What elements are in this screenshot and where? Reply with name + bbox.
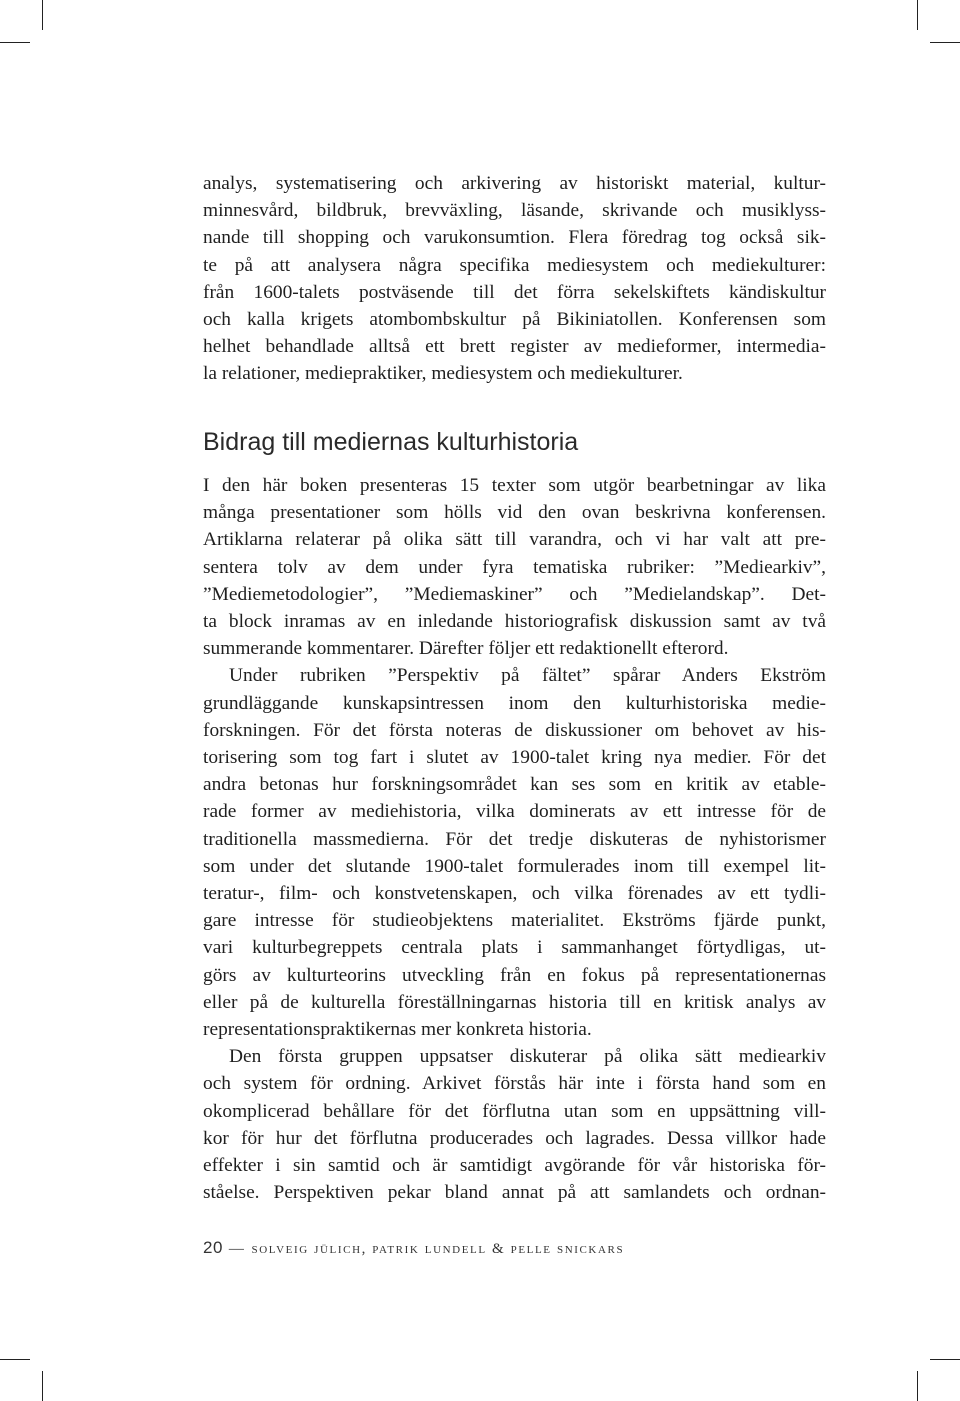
text-line: eller på de kulturella föreställningarnas historia till en kritisk analys av: [203, 991, 826, 1013]
text-line: rade former av mediehistoria, vilka dominerats av ett intresse för de: [203, 801, 826, 823]
text-line: summerande kommentarer. Därefter följer ett redaktionellt efterord.: [203, 638, 729, 660]
text-line: okomplicerad behållare för det förflutna utan som en uppsättning vill-: [203, 1100, 826, 1122]
text-line: traditionella massmedierna. För det tredje diskuteras de nyhistorismer: [203, 828, 826, 850]
paragraph-perspective: [203, 662, 826, 1043]
text-line: och kalla krigets atombombskultur på Bikiniatollen. Konferensen som: [203, 309, 826, 331]
section-heading: Bidrag till mediernas kulturhistoria: [203, 428, 579, 456]
text-line: effekter i sin samtid och är samtidigt avgörande för vår historiska för-: [203, 1155, 826, 1177]
text-line: te på att analysera några specifika mediesystem och mediekulturer:: [203, 254, 826, 276]
page-number: 20: [203, 1238, 223, 1257]
text-line: minnesvård, bildbruk, brevväxling, läsande, skrivande och musiklyss-: [203, 200, 826, 222]
body-text: [203, 472, 826, 1206]
text-line: representationspraktikernas mer konkreta historia.: [203, 1019, 592, 1041]
text-line: helhet behandlade alltså ett brett register av medieformer, intermedia-: [203, 336, 826, 358]
text-line: Artiklarna relaterar på olika sätt till varandra, och vi har valt att pre-: [203, 529, 826, 551]
text-line: ta block inramas av en inledande historiografisk diskussion samt av två: [203, 611, 826, 633]
footer-authors: solveig jülich, patrik lundell & pelle snickars: [251, 1241, 625, 1257]
running-footer: [203, 1238, 624, 1258]
crop-mark-bottom-right: [917, 1371, 918, 1401]
text-line: många presentationer som hölls vid den ovan beskrivna konferensen.: [203, 502, 826, 524]
paragraph-intro: [203, 170, 826, 388]
crop-mark-bottom-right-h: [930, 1359, 960, 1360]
text-line: ståelse. Perspektiven pekar bland annat på att samlandets och ordnan-: [203, 1182, 826, 1204]
text-line: som under det slutande 1900-talet formulerades inom till exempel lit-: [203, 855, 826, 877]
text-line: görs av kulturteorins utveckling från en fokus på representationernas: [203, 964, 826, 986]
paragraph-book-overview: [203, 472, 826, 662]
text-line: kor för hur det förflutna producerades och lagrades. Dessa villkor hade: [203, 1127, 826, 1149]
text-line: från 1600-talets postväsende till det förra sekelskiftets kändiskultur: [203, 281, 826, 303]
text-line: andra betonas hur forskningsområdet kan ses som en kritik av etable-: [203, 774, 826, 796]
crop-mark-top-right: [917, 0, 918, 30]
text-line: sentera tolv av dem under fyra tematiska rubriker: ”Mediearkiv”,: [203, 556, 826, 578]
footer-dash: —: [228, 1241, 246, 1257]
text-line: gare intresse för studieobjektens materialitet. Ekströms fjärde punkt,: [203, 910, 826, 932]
text-line: grundläggande kunskapsintressen inom den kulturhistoriska medie-: [203, 692, 826, 714]
crop-mark-top-left: [42, 0, 43, 30]
paragraph-media-archives: [203, 1043, 826, 1206]
crop-mark-bottom-left-h: [0, 1359, 30, 1360]
crop-mark-top-left-h: [0, 42, 30, 43]
crop-mark-top-right-h: [930, 42, 960, 43]
text-line: Under rubriken ”Perspektiv på fältet” spårar Anders Ekström: [229, 665, 826, 687]
text-line: Den första gruppen uppsatser diskuterar på olika sätt mediearkiv: [229, 1046, 826, 1068]
text-line: forskningen. För det första noteras de diskussioner om behovet av his-: [203, 719, 826, 741]
text-line: torisering som tog fart i slutet av 1900-talet kring nya medier. För det: [203, 747, 826, 769]
text-line: la relationer, mediepraktiker, mediesystem och mediekulturer.: [203, 363, 683, 385]
text-line: ”Mediemetodologier”, ”Mediemaskiner” och ”Medielandskap”. Det-: [203, 583, 826, 605]
text-line: nande till shopping och varukonsumtion. Flera föredrag tog också sik-: [203, 227, 826, 249]
text-line: I den här boken presenteras 15 texter som utgör bearbetningar av lika: [203, 475, 826, 496]
text-line: och system för ordning. Arkivet förstås här inte i första hand som en: [203, 1073, 826, 1095]
text-line: teratur-, film- och konstvetenskapen, och vilka förenades av ett tydli-: [203, 883, 826, 905]
text-line: vari kulturbegreppets centrala plats i sammanhanget förtydligas, ut-: [203, 937, 826, 959]
text-line: analys, systematisering och arkivering av historiskt material, kultur-: [203, 173, 826, 194]
crop-mark-bottom-left: [42, 1371, 43, 1401]
